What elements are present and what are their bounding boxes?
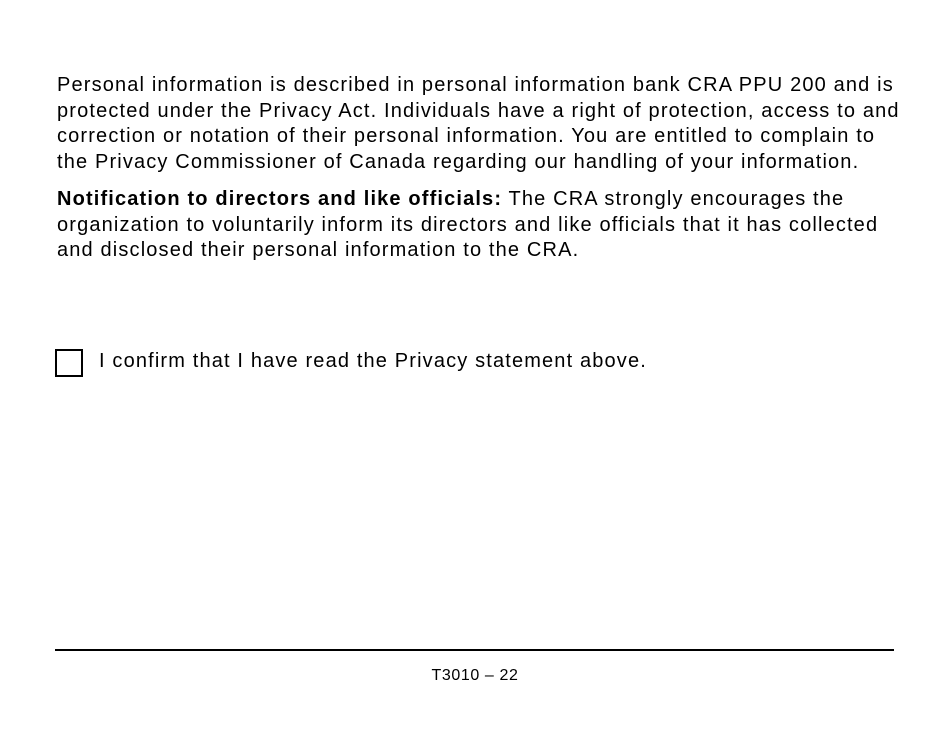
page-number: T3010 – 22: [431, 667, 519, 684]
confirm-checkbox[interactable]: [55, 349, 83, 377]
notification-paragraph: [57, 187, 902, 264]
notification-heading: Notification to directors and like officials:: [57, 188, 503, 210]
notification-text: The CRA strongly encourages the organization to voluntarily inform its directors and like officials that it has collected and disclosed their personal information to the CRA.: [57, 188, 879, 261]
footer-divider: [55, 649, 894, 651]
privacy-paragraph: Personal information is described in personal information bank CRA PPU 200 and is protected under the Privacy Act. Individuals have a right of protection, access to and correction or notation of their personal information. You are entitled to complain to the Privacy Commissioner of Canada regarding our handling of your information.: [57, 74, 900, 173]
confirm-row: [55, 349, 647, 377]
confirm-label: I confirm that I have read the Privacy statement above.: [99, 350, 647, 372]
privacy-statement: [57, 73, 902, 264]
